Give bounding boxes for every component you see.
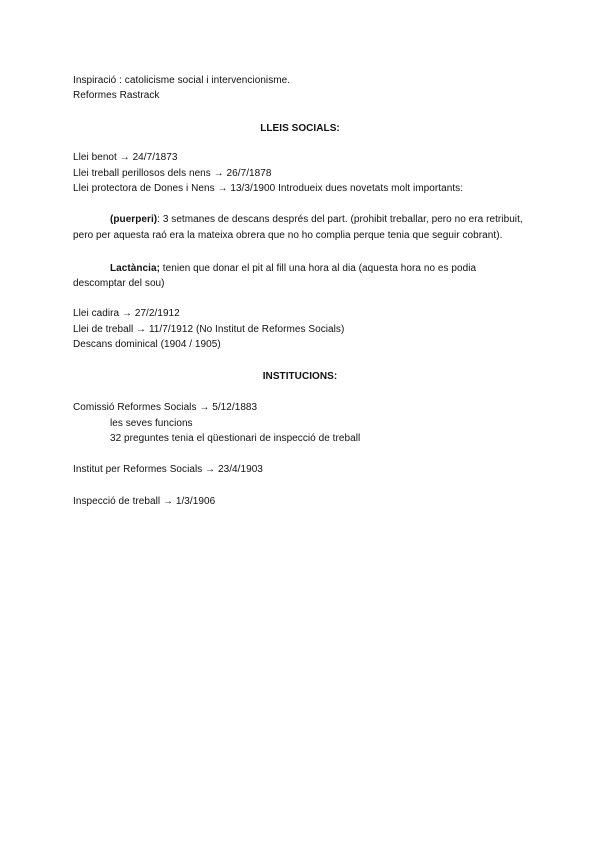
section-heading-institucions: INSTITUCIONS: bbox=[262, 371, 338, 382]
section-heading-lleis: LLEIS SOCIALS: bbox=[260, 123, 340, 134]
intro-line-1: Inspiració : catolicisme social i intervencionisme. bbox=[73, 75, 291, 86]
law-line: Llei treball perillosos dels nens → 26/7/1878 bbox=[73, 168, 272, 179]
law-line: Llei protectora de Dones i Nens → 13/3/1900 Introdueix dues novetats molt importants: bbox=[73, 183, 464, 194]
lactancia-label: Lactància; bbox=[110, 263, 160, 274]
law-line: Llei de treball → 11/7/1912 (No Institut de Reformes Socials) bbox=[73, 324, 345, 335]
institution-line: Institut per Reformes Socials → 23/4/1903 bbox=[73, 464, 263, 475]
puerperi-text: : 3 setmanes de descans després del part. (prohibit treballar, pero no era retribuit, bbox=[157, 214, 523, 225]
lactancia-paragraph-line-2: descomptar del sou) bbox=[73, 278, 165, 289]
puerperi-paragraph-line-1 bbox=[110, 213, 523, 226]
puerperi-paragraph-line-2: pero per aquesta raó era la mateixa obrera que no ho complia perque tenia que seguir cobrant). bbox=[73, 230, 503, 241]
institution-line: Inspecció de treball → 1/3/1906 bbox=[73, 496, 216, 507]
institution-subline: 32 preguntes tenia el qüestionari de inspecció de treball bbox=[110, 433, 361, 444]
lactancia-text: tenien que donar el pit al fill una hora al dia (aquesta hora no es podia bbox=[159, 263, 477, 274]
institution-subline: les seves funcions bbox=[110, 418, 193, 429]
puerperi-label: (puerperi) bbox=[110, 214, 158, 225]
law-line: Llei benot → 24/7/1873 bbox=[73, 152, 178, 163]
law-line: Descans dominical (1904 / 1905) bbox=[73, 339, 221, 350]
institution-line: Comissió Reformes Socials → 5/12/1883 bbox=[73, 402, 258, 413]
intro-line-2: Reformes Rastrack bbox=[73, 90, 160, 101]
law-line: Llei cadira → 27/2/1912 bbox=[73, 308, 180, 319]
lactancia-paragraph-line-1 bbox=[110, 262, 476, 275]
